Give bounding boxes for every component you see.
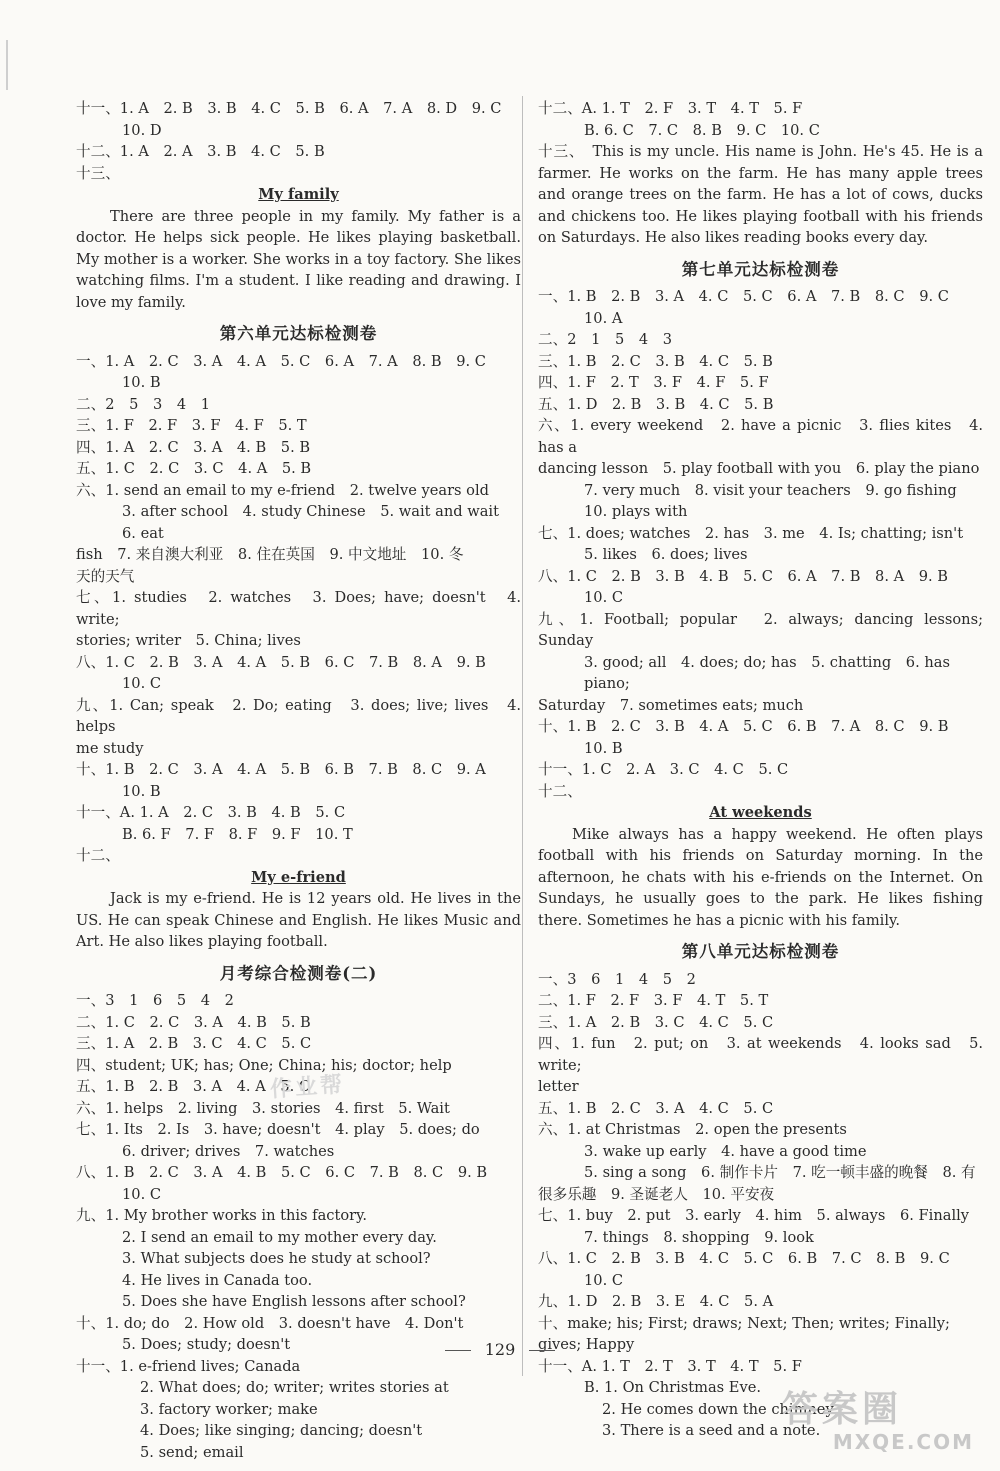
section-heading: 第八单元达标检测卷 [681,942,840,961]
answer-line: 7. very much 8. visit your teachers 9. go fishing [584,481,957,499]
answer-line: B. 1. On Christmas Eve. [584,1379,761,1396]
answer-line: 六、1. helps 2. living 3. stories 4. first 5. Wait [76,1099,450,1117]
answer-line: 十三、 [76,164,120,182]
answer-line: 五、1. B 2. C 3. A 4. C 5. C [538,1099,774,1117]
answer-line: 10. C [584,1271,624,1289]
section-heading: 第七单元达标检测卷 [681,259,840,279]
left-answer-column [76,98,526,1463]
answer-line: 二、1. F 2. F 3. F 4. T 5. T [538,992,769,1009]
answer-line: 六、1. send an email to my e-friend 2. twelve years old [76,481,489,499]
answer-line: 7. things 8. shopping 9. look [584,1228,814,1246]
section-heading: 第六单元达标检测卷 [219,324,378,343]
answer-line: 二、2 5 3 4 1 [76,395,210,413]
answer-line: 十三、 This is my uncle. His name is John. He's 45. He is a farmer. He works on the farm. He has many apple trees and orange trees on the farm. He has a lot of cows, ducks and chickens too. He likes playing football with his friends on Saturdays. He also likes reading books every day. [538,143,988,246]
answer-line: 5. Does she have English lessons after school? [122,1293,466,1310]
answer-line: 三、1. F 2. F 3. F 4. F 5. T [76,417,307,434]
answer-line: 四、1. A 2. C 3. A 4. B 5. B [76,438,311,456]
right-answer-column [538,98,988,1442]
answer-line: 10. C [584,589,624,606]
site-watermark [782,1390,982,1460]
answer-line: 10. B [122,782,161,800]
answer-line: 九、1. My brother works in this factory. [76,1207,368,1224]
answer-line: 八、1. B 2. C 3. A 4. B 5. C 6. C 7. B 8. C 9. B [76,1164,488,1181]
answer-line: 十、1. B 2. C 3. A 4. A 5. B 6. B 7. B 8. C 9. A [76,761,486,778]
answer-line: 二、2 1 5 4 3 [538,331,672,348]
page-number-dash-left [445,1350,471,1351]
section-heading: 月考综合检测卷(二) [219,963,378,983]
answer-line: 10. plays with [584,503,688,520]
answer-line: 4. Does; like singing; dancing; doesn't [140,1422,423,1439]
answer-line: 一、3 1 6 5 4 2 [76,992,234,1009]
page-number [0,1340,1000,1359]
column-divider [522,96,523,1376]
answer-line: 六、1. at Christmas 2. open the presents [538,1121,847,1138]
answer-line: 八、1. C 2. B 3. A 4. A 5. B 6. C 7. B 8. A 9. B [76,653,486,671]
answer-line: 3. good; all 4. does; do; has 5. chatting 6. has piano; [584,653,955,692]
answer-line: 5. send; email [140,1443,244,1461]
answer-line: 3. wake up early 4. have a good time [584,1142,867,1160]
answer-line: 10. C [122,1185,162,1203]
answer-line: 九、1. Football; popular 2. always; dancing lessons; Sunday [538,610,988,649]
composition-paragraph: Jack is my e-friend. He is 12 years old. He lives in the US. He can speak Chinese and English. He likes Music and Art. He also likes playing football. [76,890,526,950]
answer-line: 十一、A. 1. T 2. T 3. T 4. T 5. F [538,1357,802,1375]
answer-line: 十一、1. A 2. B 3. B 4. C 5. B 6. A 7. A 8. D 9. C [76,100,502,117]
answer-line: 3. after school 4. study Chinese 5. wait and wait 6. eat [122,503,514,542]
answer-line: 十一、1. e-friend lives; Canada [76,1357,301,1375]
answer-line: 三、1. A 2. B 3. C 4. C 5. C [538,1013,774,1031]
answer-line: 十二、 [76,847,120,864]
answer-line: 10. A [584,309,623,327]
answer-line: 八、1. C 2. B 3. B 4. C 5. C 6. B 7. C 8. B 9. C [538,1250,950,1267]
answer-line: 10. C [122,675,162,692]
answer-line: 三、1. B 2. C 3. B 4. C 5. B [538,352,773,370]
composition-title: My e-friend [251,868,346,886]
answer-line: 十二、1. A 2. A 3. B 4. C 5. B [76,143,325,160]
answer-line: 十、make; his; First; draws; Next; Then; writes; Finally; [538,1314,950,1332]
answer-line: 八、1. C 2. B 3. B 4. B 5. C 6. A 7. B 8. A 9. B [538,567,949,585]
answer-line: 天的天气 [76,567,135,585]
watermark-url: MXQE.COM [832,1430,974,1454]
answer-line: 十二、A. 1. T 2. F 3. T 4. T 5. F [538,100,803,117]
scan-edge-mark [6,40,8,90]
answer-line: Saturday 7. sometimes eats; much [538,696,804,714]
answer-line: 十二、 [538,782,582,800]
answer-line: 二、1. C 2. C 3. A 4. B 5. B [76,1013,311,1031]
answer-line: 七、1. does; watches 2. has 3. me 4. Is; chatting; isn't [538,524,964,542]
answer-line: 七、1. studies 2. watches 3. Does; have; doesn't 4. write; [76,589,526,628]
answer-line: 四、1. F 2. T 3. F 4. F 5. F [538,374,769,391]
composition-paragraph: Mike always has a happy weekend. He often plays football with his friends on Saturday morning. In the afternoon, he chats with his e-friends on the Internet. On Sundays, he usually goes to the park. He likes fishing there. Sometimes he has a picnic with his family. [538,825,988,929]
answer-line: 很多乐趣 9. 圣诞老人 10. 平安夜 [538,1185,775,1203]
answer-line: 5. likes 6. does; lives [584,546,748,563]
composition-title: At weekends [709,804,812,821]
answer-line: me study [76,739,144,757]
composition-title: My family [258,186,339,203]
answer-line: 五、1. B 2. B 3. A 4. A 5. C [76,1078,311,1095]
answer-line: 3. factory worker; make [140,1400,318,1418]
answer-line: 2. What does; do; writer; writes stories at [140,1379,449,1396]
answer-line: 一、1. A 2. C 3. A 4. A 5. C 6. A 7. A 8. B 9. C [76,352,486,370]
stamp-watermark: 作业帮 [269,1072,346,1103]
answer-line: B. 6. F 7. F 8. F 9. F 10. T [122,825,353,843]
answer-line: 2. He comes down the chimney. [602,1400,837,1418]
answer-line: 七、1. buy 2. put 3. early 4. him 5. always 6. Finally [538,1207,970,1224]
answer-line: 6. driver; drives 7. watches [122,1142,335,1160]
answer-line: stories; writer 5. China; lives [76,632,301,649]
page-number-dash-right [529,1350,555,1351]
watermark-logo-text: 答案圈 [782,1389,903,1430]
answer-line: 十、1. do; do 2. How old 3. doesn't have 4. Don't [76,1314,464,1332]
answer-line: 一、3 6 1 4 5 2 [538,970,696,988]
answer-line: 四、1. fun 2. put; on 3. at weekends 4. looks sad 5. write; [538,1035,988,1074]
answer-line: 五、1. C 2. C 3. C 4. A 5. B [76,460,312,477]
answer-line: 七、1. Its 2. Is 3. have; doesn't 4. play 5. does; do [76,1121,480,1138]
page-number-value: 129 [484,1340,516,1359]
answer-line: 十、1. B 2. C 3. B 4. A 5. C 6. B 7. A 8. C 9. B [538,718,949,735]
answer-line: fish 7. 来自澳大利亚 8. 住在英国 9. 中文地址 10. 冬 [76,546,464,563]
answer-line: 10. B [122,374,161,391]
answer-line: 四、student; UK; has; One; China; his; doctor; help [76,1056,452,1074]
answer-line: 六、1. every weekend 2. have a picnic 3. flies kites 4. has a [538,417,988,456]
answer-line: 4. He lives in Canada too. [122,1271,313,1289]
answer-line: 3. What subjects does he study at school? [122,1250,431,1267]
answer-line: gives; Happy [538,1336,635,1353]
answer-line: 10. B [584,739,623,757]
answer-line: 五、1. D 2. B 3. B 4. C 5. B [538,395,774,413]
answer-line: B. 6. C 7. C 8. B 9. C 10. C [584,121,820,139]
answer-line: 5. sing a song 6. 制作卡片 7. 吃一顿丰盛的晚餐 8. 有 [584,1164,976,1181]
answer-line: 九、1. D 2. B 3. E 4. C 5. A [538,1293,774,1310]
answer-line: letter [538,1078,579,1095]
answer-line: dancing lesson 5. play football with you 6. play the piano [538,460,980,477]
answer-line: 5. Does; study; doesn't [122,1336,291,1353]
answer-line: 十一、A. 1. A 2. C 3. B 4. B 5. C [76,804,346,821]
answer-line: 10. D [122,121,162,139]
answer-line: 十一、1. C 2. A 3. C 4. C 5. C [538,761,789,778]
answer-line: 九、1. Can; speak 2. Do; eating 3. does; live; lives 4. helps [76,696,526,735]
answer-line: 2. I send an email to my mother every day. [122,1228,437,1246]
answer-line: 3. There is a seed and a note. [602,1422,821,1439]
answer-line: 一、1. B 2. B 3. A 4. C 5. C 6. A 7. B 8. C 9. C [538,288,949,305]
composition-paragraph: There are three people in my family. My father is a doctor. He helps sick people. He likes playing basketball. My mother is a worker. She works in a toy factory. She likes watching films. I'm a student. I like reading and drawing. I love my family. [76,207,526,311]
answer-line: 三、1. A 2. B 3. C 4. C 5. C [76,1035,312,1052]
